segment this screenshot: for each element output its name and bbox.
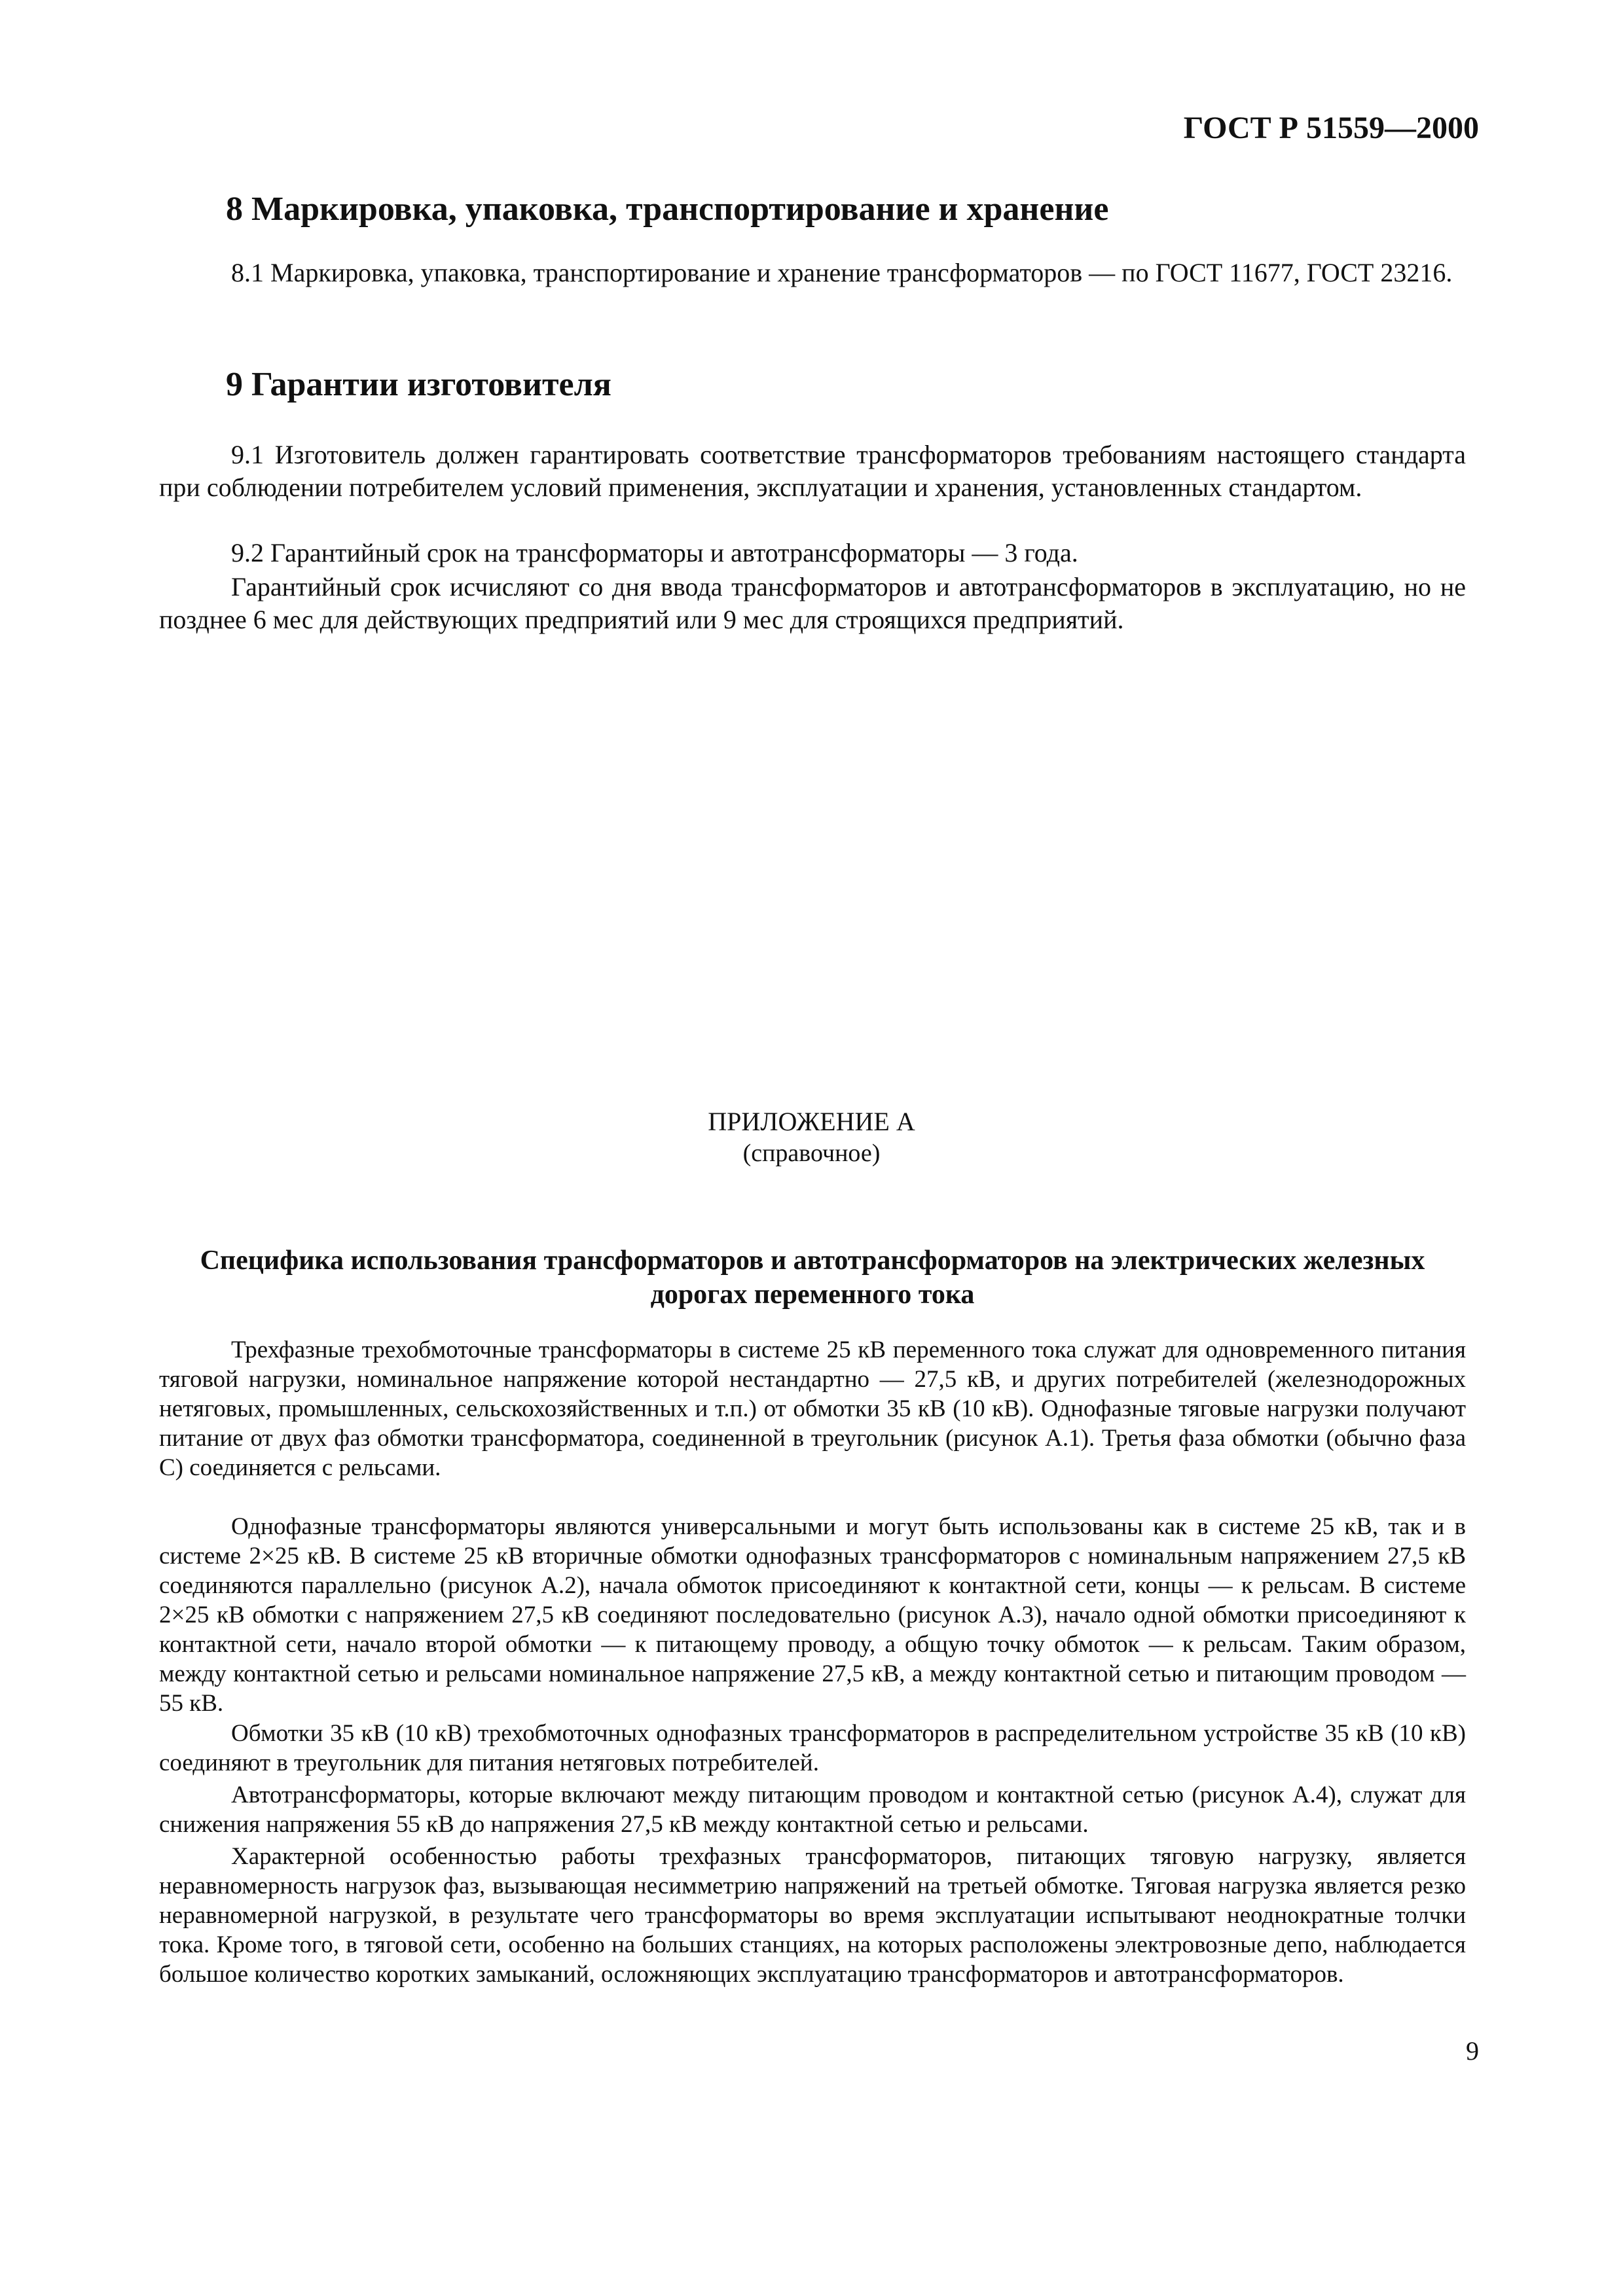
document-code: ГОСТ Р 51559—2000 [1183, 111, 1479, 145]
appendix-paragraph-1: Трехфазные трехобмоточные трансформаторы в системе 25 кВ переменного тока служат для одновременного питания тяговой нагрузки, номинальное напряжение которой нестандартно — 27,5 кВ, и других потребителей (железнодорожных нетяговых, промышленных, сельскохозяйственных и т.п.) от обмотки 35 кВ (10 кВ). Однофазные тяговые нагрузки получают питание от двух фаз обмотки трансформатора, соединенной в треугольник (рисунок А.1). Третья фаза обмотки (обычно фаза С) соединяется с рельсами. [159, 1336, 1466, 1481]
section-9-paragraph-1: 9.1 Изготовитель должен гарантировать соответствие трансформаторов требованиям настоящего стандарта при соблюдении потребителем условий применения, эксплуатации и хранения, установленных стандартом. [159, 440, 1466, 502]
appendix-subtitle: (справочное) [742, 1139, 881, 1167]
appendix-paragraph-4: Автотрансформаторы, которые включают между питающим проводом и контактной сетью (рисунок А.4), служат для снижения напряжения 55 кВ до напряжения 27,5 кВ между контактной сетью и рельсами. [159, 1782, 1466, 1838]
section-8-paragraph-1: 8.1 Маркировка, упаковка, транспортирование и хранение трансформаторов — по ГОСТ 11677, ГОСТ 23216. [231, 258, 1453, 287]
section-9-paragraph-3: Гарантийный срок исчисляют со дня ввода трансформаторов и автотрансформаторов в эксплуатацию, но не позднее 6 мес для действующих предприятий или 9 мес для строящихся предприятий. [159, 572, 1466, 634]
appendix-paragraph-3: Обмотки 35 кВ (10 кВ) трехобмоточных однофазных трансформаторов в распределительном устройстве 35 кВ (10 кВ) соединяют в треугольник для питания нетяговых потребителей. [159, 1720, 1466, 1776]
section-9-paragraph-2: 9.2 Гарантийный срок на трансформаторы и автотрансформаторы — 3 года. [231, 538, 1078, 567]
appendix-heading: Специфика использования трансформаторов и автотрансформаторов на электрических железных дорогах переменного тока [200, 1246, 1425, 1310]
section-9-title: 9 Гарантии изготовителя [226, 366, 611, 403]
section-8-title: 8 Маркировка, упаковка, транспортирование и хранение [226, 190, 1109, 228]
appendix-paragraph-2: Однофазные трансформаторы являются универсальными и могут быть использованы как в системе 25 кВ, так и в системе 2×25 кВ. В системе 25 кВ вторичные обмотки однофазных трансформаторов с номинальным напряжением 27,5 кВ соединяются параллельно (рисунок А.2), начала обмоток присоединяют к контактной сети, концы — к рельсам. В системе 2×25 кВ обмотки с напряжением 27,5 кВ соединяют последовательно (рисунок А.3), начало одной обмотки присоединяют к контактной сети, начало второй обмотки — к питающему проводу, а общую точку обмоток — к рельсам. Таким образом, между контактной сетью и рельсами номинальное напряжение 27,5 кВ, а между контактной сетью и питающим проводом — 55 кВ. [159, 1513, 1466, 1717]
page-number: 9 [1466, 2036, 1479, 2066]
appendix-title: ПРИЛОЖЕНИЕ А [708, 1107, 915, 1136]
appendix-paragraph-5: Характерной особенностью работы трехфазных трансформаторов, питающих тяговую нагрузку, является неравномерность нагрузок фаз, вызывающая несимметрию напряжений на третьей обмотке. Тяговая нагрузка является резко неравномерной нагрузкой, в результате чего трансформаторы во время эксплуатации испытывают неоднократные толчки тока. Кроме того, в тяговой сети, особенно на больших станциях, на которых расположены электровозные депо, наблюдается большое количество коротких замыканий, осложняющих эксплуатацию трансформаторов и автотрансформаторов. [159, 1843, 1466, 1988]
